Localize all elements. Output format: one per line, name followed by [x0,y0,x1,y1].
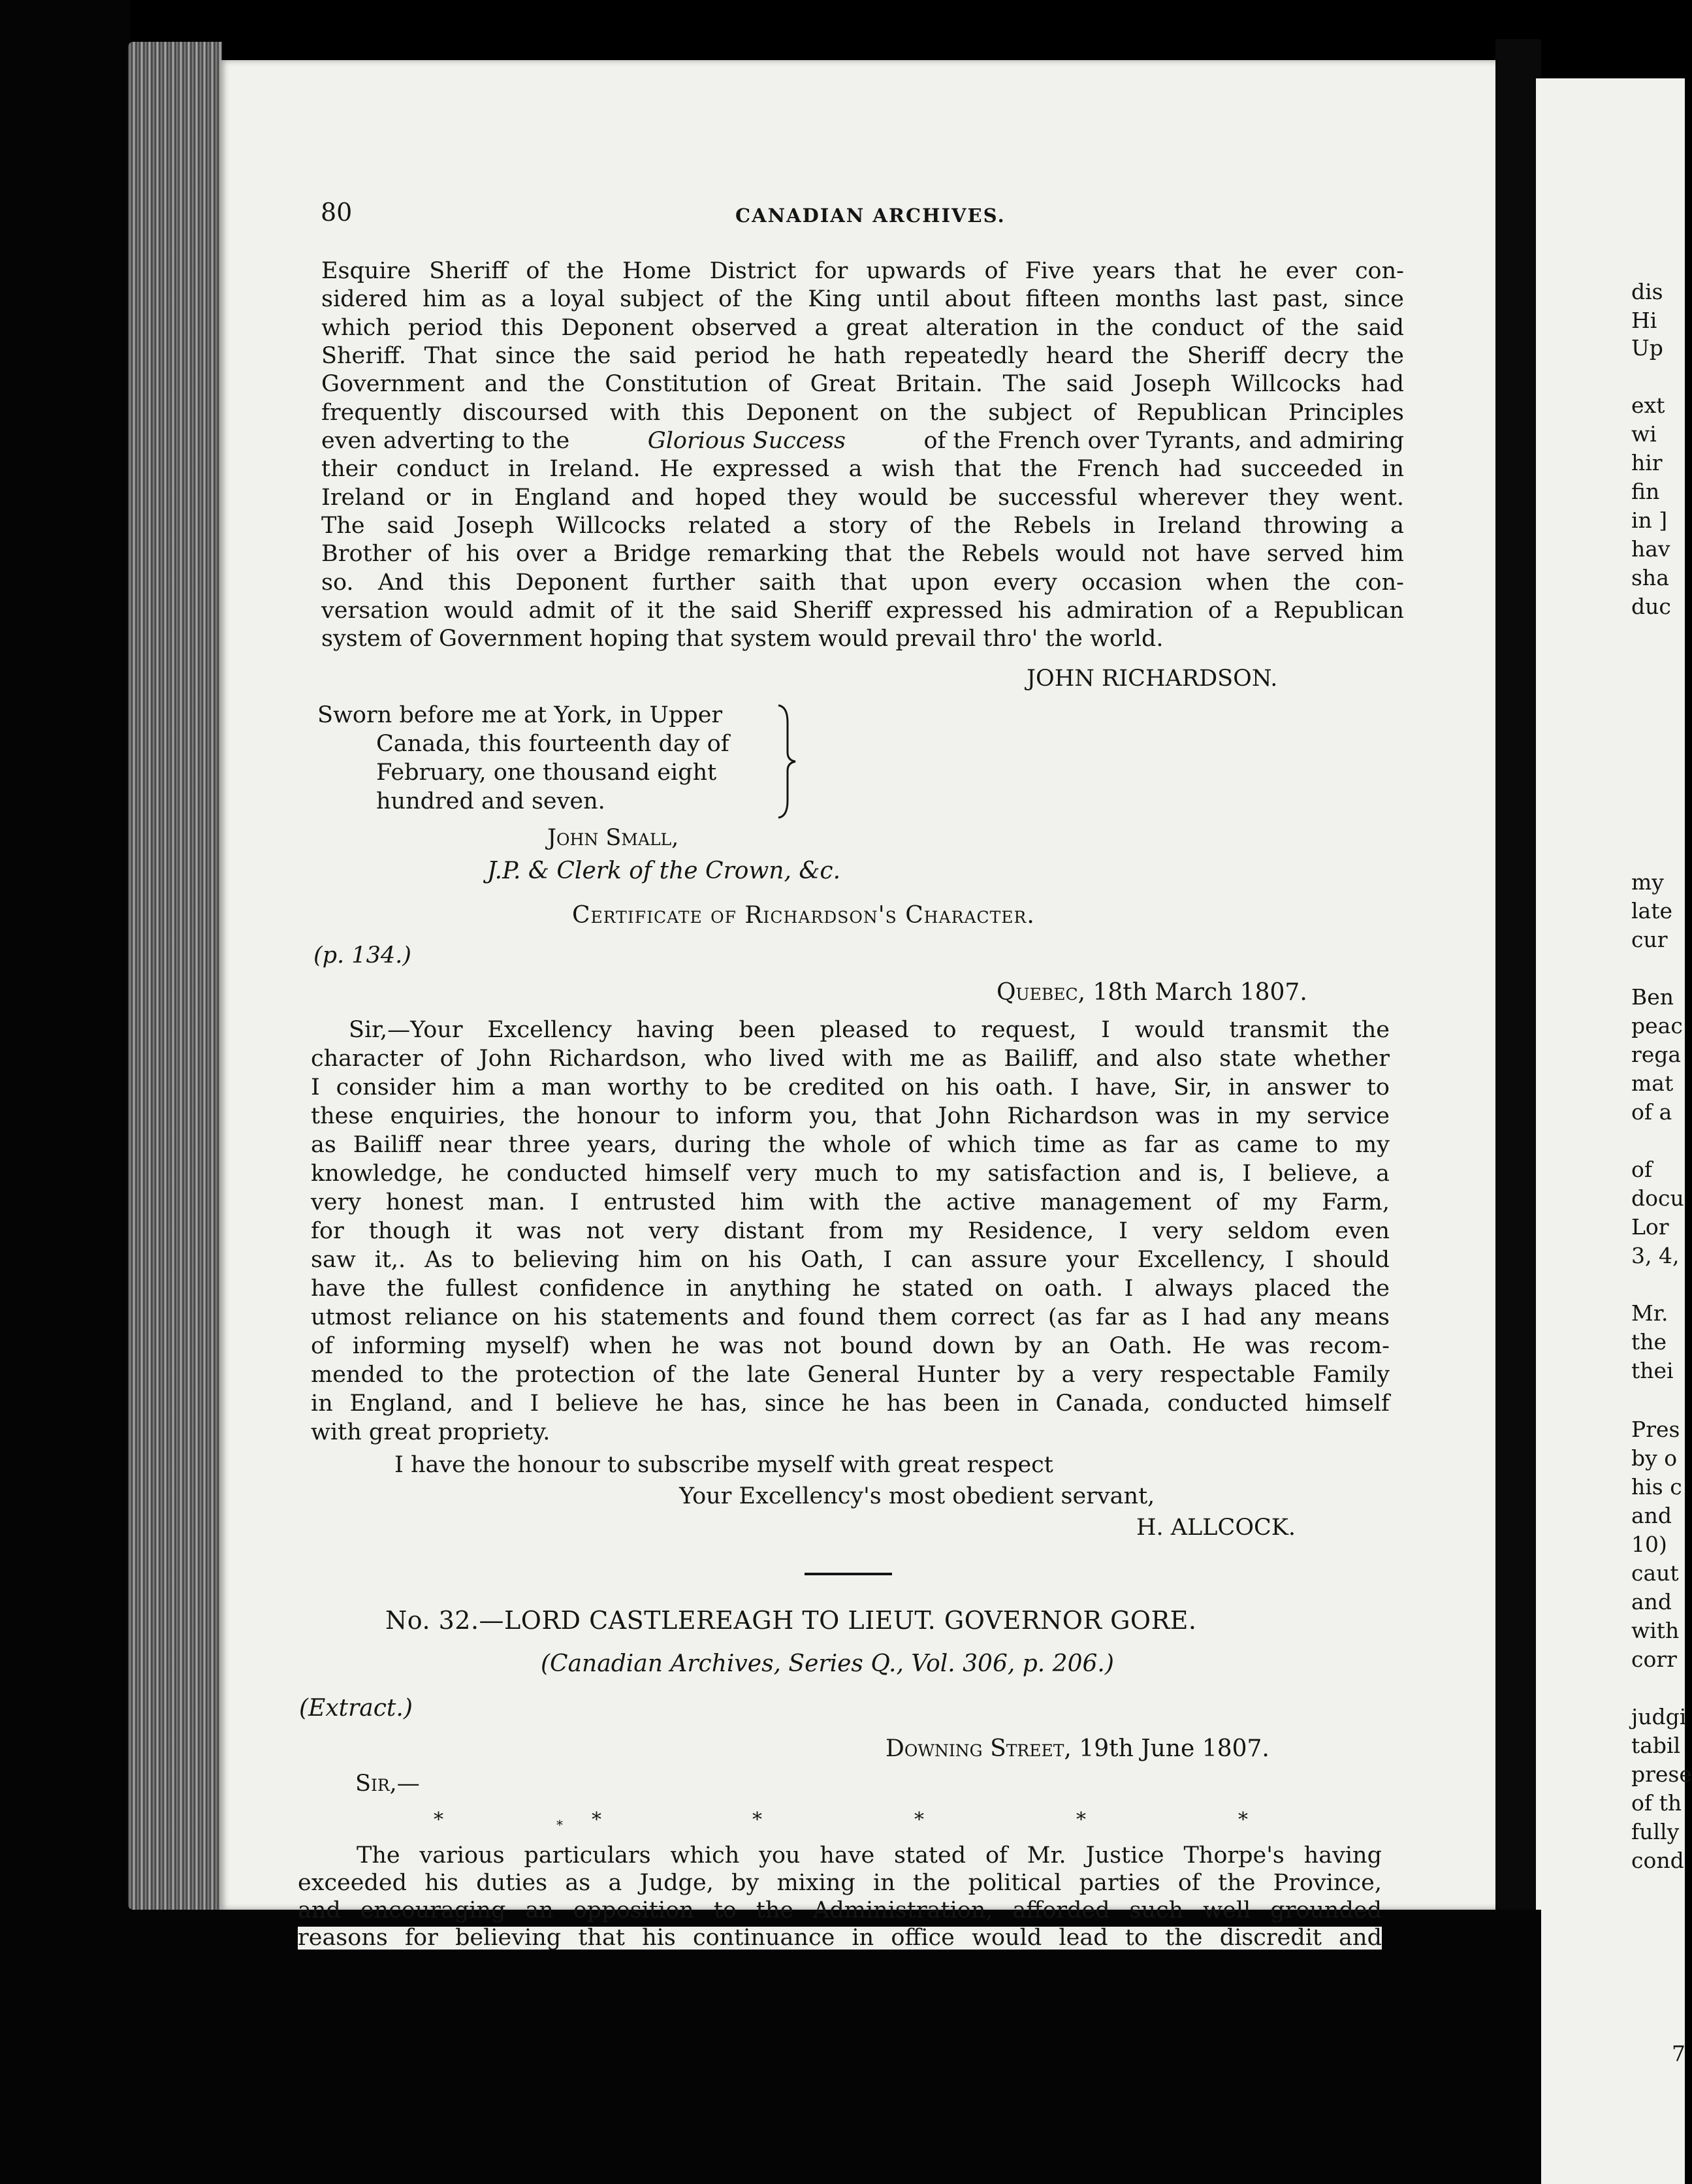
certificate-line: for though it was not very distant from my Residence, I very seldom even [311,1218,1390,1244]
facing-page-fragment: Lor [1631,1214,1669,1240]
deposition-line: The said Joseph Willcocks related a story of the Rebels in Ireland throwing a [321,513,1404,539]
official-name: John Small, [547,825,679,851]
jurat-line: hundred and seven. [376,788,605,814]
deposition-line: their conduct in Ireland. He expressed a wish that the French had succeeded in [321,456,1404,482]
facing-page-fragment: docu [1631,1185,1684,1211]
facing-page-fragment: with [1631,1618,1680,1643]
certificate-line: utmost reliance on his statements and found them correct (as far as I had any means [311,1304,1390,1330]
certificate-line: I consider him a man worthy to be credited on his oath. I have, Sir, in answer to [311,1074,1390,1100]
deposition-line: Ireland or in England and hoped they would be successful wherever they went. [321,485,1404,511]
facing-page-fragment: fin [1631,479,1660,504]
facing-page-fragment: the [1631,1329,1667,1355]
facing-page-fragment: prese [1631,1761,1692,1787]
book-page-edges [128,42,222,1910]
asterism: * [556,1817,563,1833]
jurat-brace [776,703,799,820]
certificate-closing: Your Excellency's most obedient servant, [679,1483,1155,1509]
certificate-line: have the fullest confidence in anything he stated on oath. I always placed the [311,1276,1390,1302]
facing-page-fragment: peac [1631,1013,1683,1038]
asterism: * [434,1808,443,1831]
certificate-closing: I have the honour to subscribe myself with great respect [394,1452,1053,1478]
facing-page-fragment: tabil [1631,1733,1681,1758]
deposition-line: which period this Deponent observed a great alteration in the conduct of the said [321,315,1404,341]
letter-source: (Canadian Archives, Series Q., Vol. 306, p. 206.) [541,1650,1114,1677]
certificate-line: Sir,—Your Excellency having been pleased to request, I would transmit the [349,1017,1390,1043]
facing-page-fragment: cur [1631,927,1668,952]
facing-page-fragment: wi [1631,421,1657,447]
page-number: 80 [321,198,353,227]
page-reference: (p. 134.) [313,942,411,969]
facing-page-fragment: fully [1631,1819,1680,1844]
facing-page-fragment: duc [1631,594,1671,619]
scan-border-left [0,0,131,2184]
letter-title: No. 32.—LORD CASTLEREAGH TO LIEUT. GOVERNOR GORE. [385,1606,1197,1635]
book-gutter [1495,39,1541,2184]
facing-page-fragment: caut [1631,1560,1679,1586]
facing-page-fragment: cond [1631,1848,1684,1873]
facing-page-fragment: thei [1631,1358,1674,1383]
facing-page-fragment: in ] [1631,507,1668,533]
certificate-line: these enquiries, the honour to inform you, that John Richardson was in my service [311,1103,1390,1129]
facing-page-fragment: 7 [1672,2041,1685,2066]
extract-label: (Extract.) [299,1695,413,1722]
facing-page-fragment: of th [1631,1790,1682,1816]
scan-border-bottom [131,1910,1541,2184]
facing-page-fragment: Up [1631,335,1663,361]
letter-line: reasons for believing that his continuance in office would lead to the discredit and [298,1925,1382,1951]
certificate-line: of informing myself) when he was not bound down by an Oath. He was recom- [311,1333,1390,1359]
asterism: * [914,1808,924,1831]
letter-line: The various particulars which you have stated of Mr. Justice Thorpe's having [357,1842,1382,1869]
certificate-line: very honest man. I entrusted him with the active management of my Farm, [311,1189,1390,1215]
facing-page-fragment: late [1631,898,1673,923]
facing-page-fragment: ext [1631,393,1665,418]
deposition-line: system of Government hoping that system would prevail thro' the world. [321,626,1164,652]
dateline-date: 19th June 1807. [1079,1735,1269,1762]
jurat-line: Canada, this fourteenth day of [376,731,729,757]
asterism: * [752,1808,762,1831]
running-head: CANADIAN ARCHIVES. [735,204,1006,227]
letter-dateline [886,1737,1269,1761]
deposition-line: so. And this Deponent further saith that upon every occasion when the con- [321,570,1404,596]
facing-page-fragment: Hi [1631,308,1657,333]
certificate-line: as Bailiff near three years, during the whole of which time as far as came to my [311,1132,1390,1158]
deposition-line: Government and the Constitution of Great Britain. The said Joseph Willcocks had [321,371,1404,397]
deposition-line [321,430,1404,453]
facing-page-fragment: sha [1631,565,1669,590]
deposition-line: Brother of his over a Bridge remarking that the Rebels would not have served him [321,541,1404,567]
facing-page-fragment: corr [1631,1646,1677,1672]
facing-page-fragment: mat [1631,1070,1674,1096]
dateline-place: Downing Street, [886,1735,1072,1762]
asterism: * [1238,1808,1248,1831]
facing-page-fragment: hav [1631,536,1670,562]
letter-salutation: Sir,— [355,1771,420,1797]
deposition-line: versation would admit of it the said Sheriff expressed his admiration of a Republican [321,598,1404,624]
asterism: * [1076,1808,1086,1831]
facing-page-fragment: and [1631,1589,1672,1614]
deposition-line: frequently discoursed with this Deponent on the subject of Republican Principles [321,400,1404,426]
facing-page-fragment: by o [1631,1445,1678,1471]
facing-page-fragment: dis [1631,279,1663,304]
certificate-line: character of John Richardson, who lived with me as Bailiff, and also state whether [311,1046,1390,1072]
facing-page-fragment: 10) [1631,1532,1667,1557]
asterism: * [592,1808,601,1831]
signature-john-richardson: JOHN RICHARDSON. [1027,666,1278,692]
facing-page-fragment: Ben [1631,984,1674,1010]
facing-page-fragment: and [1631,1503,1672,1528]
official-title: J.P. & Clerk of the Crown, &c. [487,858,841,884]
certificate-line: with great propriety. [311,1419,551,1445]
dateline-date: 18th March 1807. [1093,979,1307,1006]
certificate-line: in England, and I believe he has, since he has been in Canada, conducted himself [311,1390,1390,1417]
jurat-line: February, one thousand eight [376,760,717,786]
facing-page-fragment: my [1631,869,1664,895]
jurat-line: Sworn before me at York, in Upper [317,702,723,728]
certificate-heading: Certificate of Richardson's Character. [572,902,1035,929]
facing-page-fragment: of [1631,1157,1653,1182]
deposition-line: sidered him as a loyal subject of the King until about fifteen months last past, since [321,286,1404,312]
deposition-line-part: of the French over Tyrants, and admiring [923,428,1404,454]
facing-page-fragment: Pres [1631,1417,1680,1442]
facing-page-fragment: of a [1631,1099,1672,1125]
deposition-line: Sheriff. That since the said period he hath repeatedly heard the Sheriff decry the [321,343,1404,369]
facing-page-fragment: judgi [1631,1704,1687,1729]
facing-page-fragment: hir [1631,450,1663,475]
letter-line: exceeded his duties as a Judge, by mixing in the political parties of the Province, [298,1870,1382,1896]
certificate-line: mended to the protection of the late General Hunter by a very respectable Family [311,1362,1390,1388]
letter-line: and encouraging an opposition to the Administration, afforded such well grounded [298,1897,1382,1923]
facing-page-fragment: rega [1631,1042,1682,1067]
certificate-line: knowledge, he conducted himself very much to my satisfaction and is, I believe, a [311,1161,1390,1187]
deposition-line: Esquire Sheriff of the Home District for upwards of Five years that he ever con- [321,258,1404,284]
facing-page-fragment: Mr. [1631,1300,1668,1326]
signature-h-allcock: H. ALLCOCK. [1136,1515,1296,1541]
section-divider [805,1573,892,1575]
dateline-place: Quebec, [997,979,1086,1006]
certificate-dateline [997,981,1307,1004]
deposition-line-part: even adverting to the [321,428,570,454]
certificate-line: saw it,. As to believing him on his Oath, I can assure your Excellency, I should [311,1247,1390,1273]
glorious-success-phrase: Glorious Success [647,428,846,454]
facing-page-fragment: his c [1631,1474,1682,1500]
facing-page-fragment: 3, 4, [1631,1243,1680,1268]
